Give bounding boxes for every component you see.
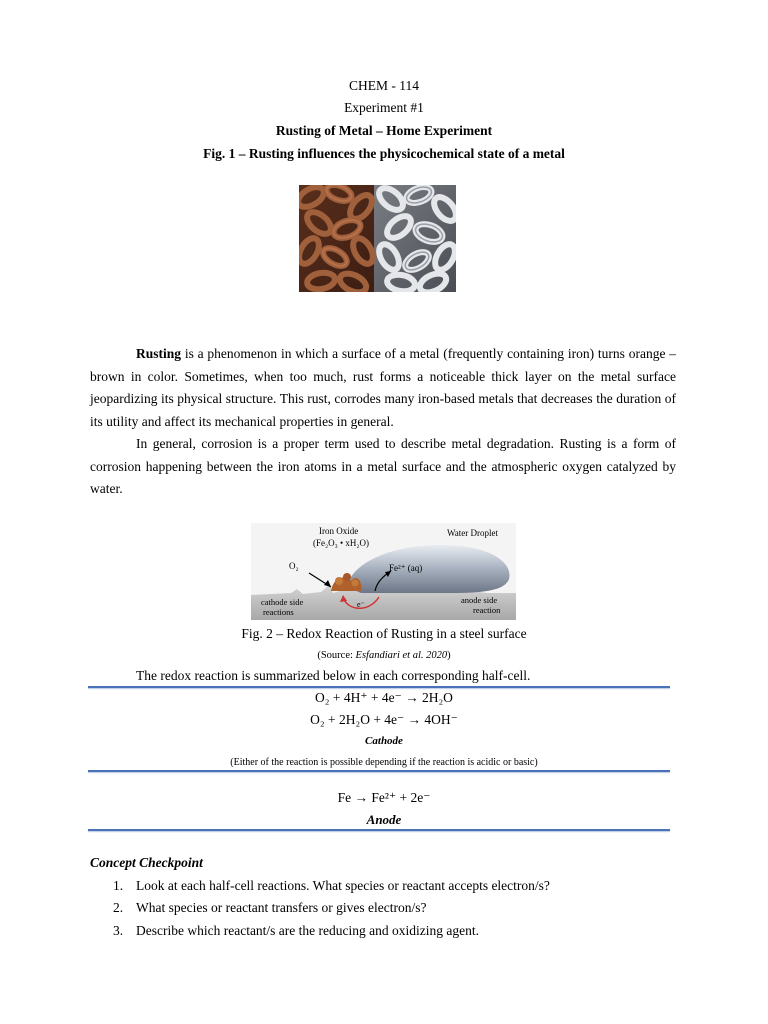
source-prefix: (Source: xyxy=(317,650,356,661)
cathode-equation-basic: O₂ + 2H₂O + 4e⁻ → 4OH⁻ xyxy=(310,712,458,727)
electron-label: e⁻ xyxy=(357,600,365,609)
divider-bottom xyxy=(88,829,670,831)
cathode-label: Cathode xyxy=(365,735,403,747)
fe-ion-label: Fe²⁺ (aq) xyxy=(389,563,423,573)
checkpoint-item-text: Describe which reactant/s are the reducing and oxidizing agent. xyxy=(136,923,479,938)
cathode-reactions-label: reactions xyxy=(263,607,294,617)
anode-equation: Fe → Fe²⁺ + 2e⁻ xyxy=(337,790,431,805)
checkpoint-item-text: What species or reactant transfers or gives electron/s? xyxy=(136,900,427,915)
anode-reaction-label: reaction xyxy=(473,605,501,615)
checkpoint-item-3 xyxy=(113,923,479,939)
o2-label: O₂ xyxy=(289,561,299,571)
checkpoint-item-number: 2. xyxy=(113,900,124,915)
anode-side-label: anode side xyxy=(461,595,498,605)
cathode-equation-acidic: O₂ + 4H⁺ + 4e⁻ → 2H₂O xyxy=(315,690,453,705)
divider-top xyxy=(88,686,670,688)
source-suffix: ) xyxy=(447,650,451,661)
course-code: CHEM - 114 xyxy=(349,78,419,93)
experiment-number: Experiment #1 xyxy=(344,100,424,115)
figure-1-caption: Fig. 1 – Rusting influences the physicochemical state of a metal xyxy=(203,146,565,161)
anode-label: Anode xyxy=(366,812,402,827)
summary-line: The redox reaction is summarized below in each corresponding half-cell. xyxy=(136,668,531,683)
water-droplet-label: Water Droplet xyxy=(447,528,499,538)
document-title: Rusting of Metal – Home Experiment xyxy=(275,123,493,138)
iron-oxide-formula: (Fe₂O₃ • xH₂O) xyxy=(313,538,370,548)
cathode-note: (Either of the reaction is possible depending if the reaction is acidic or basic) xyxy=(230,757,538,768)
source-reference: Esfandiari et al. 2020 xyxy=(355,650,448,661)
iron-oxide-label: Iron Oxide xyxy=(319,526,359,536)
checkpoint-item-number: 1. xyxy=(113,878,124,893)
figure-2-caption: Fig. 2 – Redox Reaction of Rusting in a steel surface xyxy=(241,626,527,641)
cathode-side-label: cathode side xyxy=(261,597,304,607)
rusting-term: Rusting xyxy=(136,346,182,361)
paragraph-rusting xyxy=(90,343,676,433)
rusted-chain-photo xyxy=(299,185,456,292)
checkpoint-item-number: 3. xyxy=(113,923,124,938)
checkpoint-item-1 xyxy=(113,878,550,894)
checkpoint-item-2 xyxy=(113,900,427,916)
paragraph-rusting-text: is a phenomenon in which a surface of a metal (frequently containing iron) turns orange – brown in color. Sometimes, when too much, rust forms a noticeable thick layer on the metal surface jeopardizing its physical structure. This rust, corrodes many iron-based metals that decreases the duration of its utility and affect its mechanical properties in general. xyxy=(90,346,676,429)
checkpoint-item-text: Look at each half-cell reactions. What species or reactant accepts electron/s? xyxy=(136,878,550,893)
paragraph-corrosion: In general, corrosion is a proper term used to describe metal degradation. Rusting is a form of corrosion happening between the iron atoms in a metal surface and the atmospheric oxygen catalyzed by water. xyxy=(90,436,676,497)
figure-2-source xyxy=(0,650,768,661)
concept-checkpoint-title: Concept Checkpoint xyxy=(90,855,203,870)
redox-rusting-diagram xyxy=(251,523,516,620)
divider-middle xyxy=(88,770,670,772)
